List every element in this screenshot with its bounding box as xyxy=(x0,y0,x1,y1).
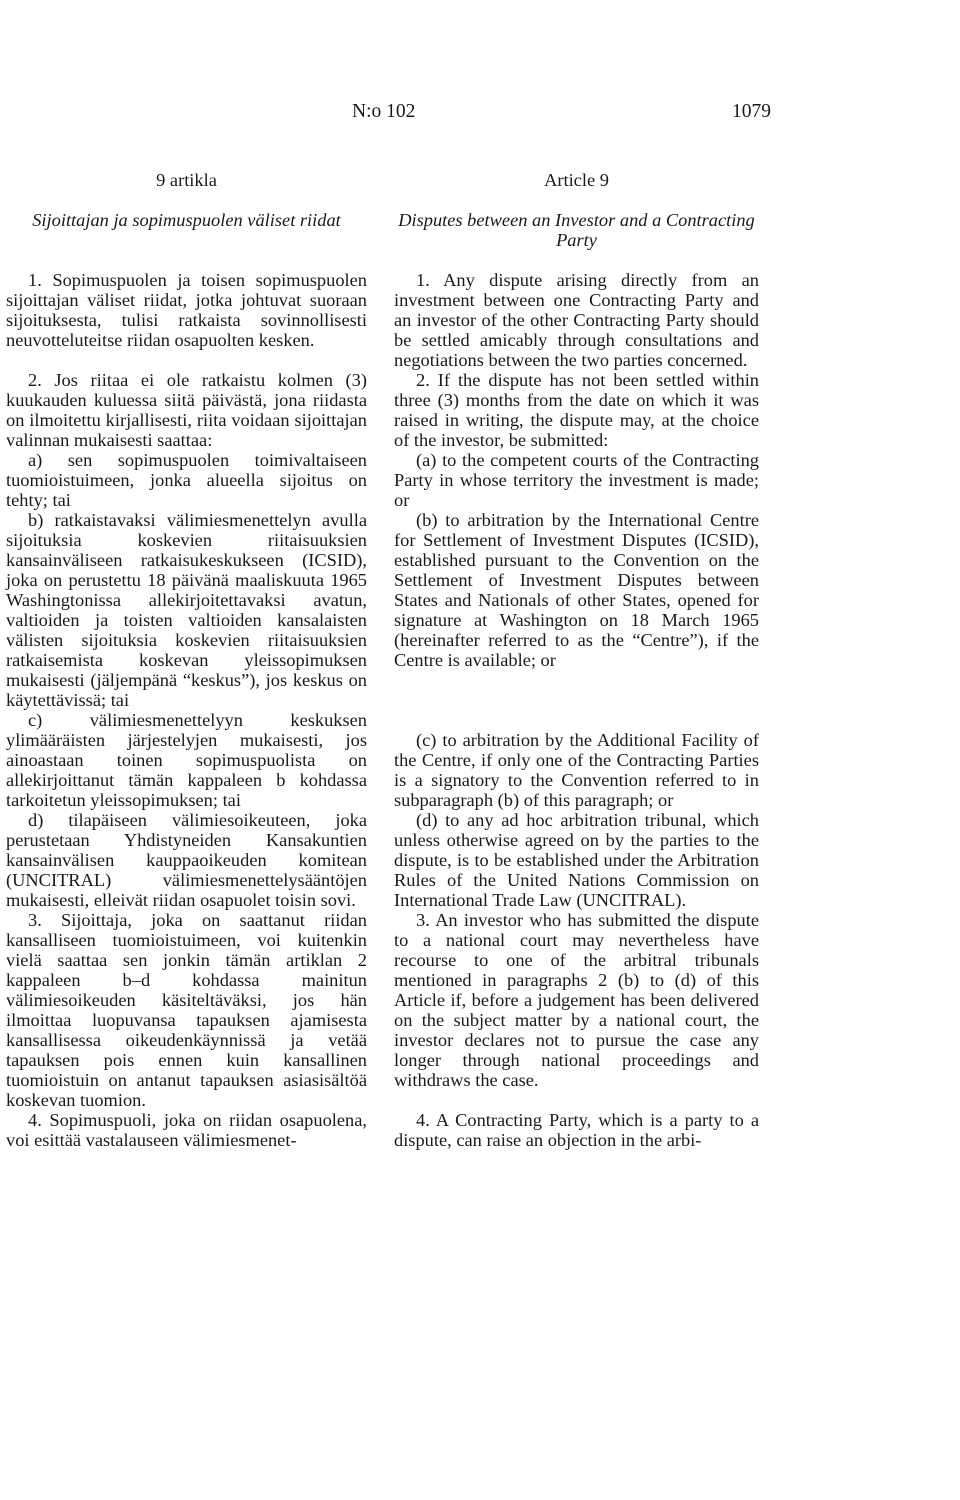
english-paragraph-3: 3. An investor who has submitted the dispute to a national court may nevertheless have recourse to one of the arbitral tribunals mentioned in paragraphs 2 (b) to (d) of this Article if, before a judgement has been delivered on the subject matter by a national court, the investor declares not to pursue the case any longer through national proceedings and withdraws the case. xyxy=(394,910,759,1090)
finnish-paragraph-1: 1. Sopimuspuolen ja toisen sopimuspuolen sijoittajan väliset riidat, jotka johtuvat suoraan sijoituksesta, tulisi ratkaista sovinnollisesti neuvotteluteitse riidan osapuolten kesken. xyxy=(6,270,367,350)
english-paragraph-2: 2. If the dispute has not been settled within three (3) months from the date on which it was raised in writing, the dispute may, at the choice of the investor, be submitted: xyxy=(394,370,759,450)
finnish-article-title: Sijoittajan ja sopimuspuolen väliset riidat xyxy=(32,210,341,230)
english-item-d: (d) to any ad hoc arbitration tribunal, which unless otherwise agreed on by the parties to the dispute, is to be established under the Arbitration Rules of the United Nations Commission on International Trade Law (UNCITRAL). xyxy=(394,810,759,910)
finnish-paragraph-4: 4. Sopimuspuoli, joka on riidan osapuolena, voi esittää vastalauseen välimiesmenet- xyxy=(6,1110,367,1150)
finnish-article-heading: 9 artikla xyxy=(156,170,217,190)
english-article-heading: Article 9 xyxy=(544,170,609,190)
english-item-b: (b) to arbitration by the International Centre for Settlement of Investment Disputes (ICSID), established pursuant to the Convention on the Settlement of Investment Disputes between States and Nationals of other States, opened for signature at Washington on 18 March 1965 (hereinafter referred to as the “Centre”), if the Centre is available; or xyxy=(394,510,759,670)
english-paragraph-4: 4. A Contracting Party, which is a party to a dispute, can raise an objection in the arbi- xyxy=(394,1110,759,1150)
finnish-paragraph-3: 3. Sijoittaja, joka on saattanut riidan kansalliseen tuomioistuimeen, voi kuitenkin vielä saattaa sen jonkin tämän artiklan 2 kappaleen b–d kohdassa mainitun välimiesoikeuden käsiteltäväksi, jos hän ilmoittaa luopuvansa tapauksen ajamisesta kansallisessa oikeudenkäynnissä ja vetää tapauksen pois ennen kuin kansallinen tuomioistuin on antanut tapauksen asiasisältöä koskevan tuomion. xyxy=(6,910,367,1110)
english-item-a: (a) to the competent courts of the Contracting Party in whose territory the investment is made; or xyxy=(394,450,759,510)
finnish-paragraph-2: 2. Jos riitaa ei ole ratkaistu kolmen (3) kuukauden kuluessa siitä päivästä, jona riidasta on ilmoitettu kirjallisesti, riita voidaan sijoittajan valinnan mukaisesti saattaa: xyxy=(6,370,367,450)
english-item-c: (c) to arbitration by the Additional Facility of the Centre, if only one of the Contracting Parties is a signatory to the Convention referred to in subparagraph (b) of this paragraph; or xyxy=(394,730,759,810)
finnish-item-b: b) ratkaistavaksi välimiesmenettelyn avulla sijoituksia koskevien riitaisuuksien kansainväliseen ratkaisukeskukseen (ICSID), joka on perustettu 18 päivänä maaliskuuta 1965 Washingtonissa allekirjoitettavaksi avatun, valtioiden ja toisten valtioiden kansalaisten välisten sijoituksia koskevien riitaisuuksien ratkaisemista koskevan yleissopimuksen mukaisesti (jäljempänä “keskus”), jos keskus on käytettävissä; tai xyxy=(6,510,367,710)
document-number: N:o 102 xyxy=(352,101,416,122)
english-article-title: Disputes between an Investor and a Contracting Party xyxy=(398,210,755,250)
finnish-item-a: a) sen sopimuspuolen toimivaltaiseen tuomioistuimeen, jonka alueella sijoitus on tehty; tai xyxy=(6,450,367,510)
english-column xyxy=(394,170,759,1150)
finnish-item-c: c) välimiesmenettelyyn keskuksen ylimääräisten järjestelyjen mukaisesti, jos ainoastaan toinen sopimuspuolista on allekirjoittanut tämän kappaleen b kohdassa tarkoitetun yleissopimuksen; tai xyxy=(6,710,367,810)
finnish-item-d: d) tilapäiseen välimiesoikeuteen, joka perustetaan Yhdistyneiden Kansakuntien kansainvälisen kauppaoikeuden komitean (UNCITRAL) välimiesmenettelysääntöjen mukaisesti, elleivät riidan osapuolet toisin sovi. xyxy=(6,810,367,910)
english-paragraph-1: 1. Any dispute arising directly from an investment between one Contracting Party and an investor of the other Contracting Party should be settled amicably through consultations and negotiations between the two parties concerned. xyxy=(394,270,759,370)
page-number: 1079 xyxy=(732,101,771,122)
page-header xyxy=(0,101,960,131)
finnish-column xyxy=(6,170,367,1150)
